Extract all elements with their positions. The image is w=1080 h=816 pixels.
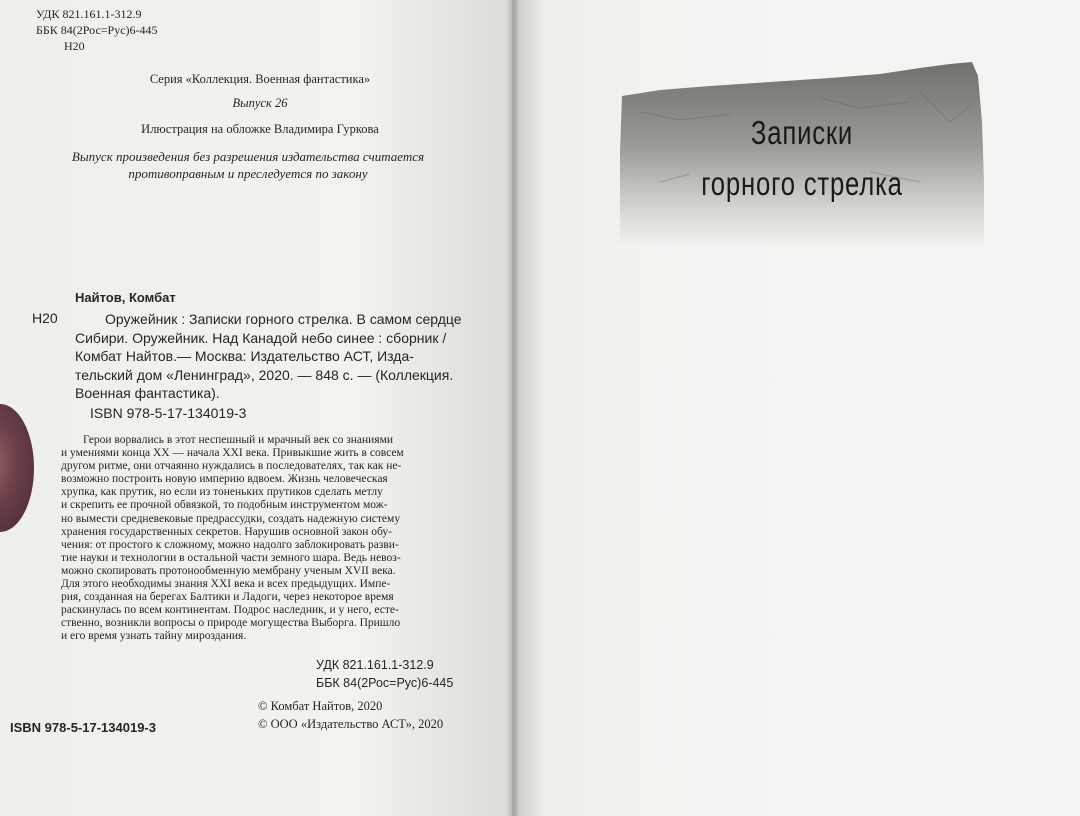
udk-code: УДК 821.161.1-312.9	[36, 7, 142, 21]
isbn: ISBN 978-5-17-134019-3	[90, 405, 247, 421]
left-page-imprint	[0, 0, 512, 816]
biblio-line: тельский дом «Ленинград», 2020. — 848 с. — (Коллекция.	[75, 366, 454, 383]
copyright-line: © Комбат Найтов, 2020	[258, 699, 383, 713]
author-mark: Н20	[64, 39, 85, 53]
finger-photo-artifact	[0, 404, 34, 532]
biblio-line: Комбат Найтов.— Москва: Издательство АСТ, Изда-	[75, 348, 414, 364]
right-page-title	[512, 0, 1080, 816]
annotation-line: и его время узнать тайну мироздания.	[61, 630, 247, 643]
annotation-line: раскинулась по всем континентам. Подрос наследник, и у него, есте-	[61, 604, 399, 617]
grunge-texture	[620, 62, 984, 248]
udk-code: УДК 821.161.1-312.9	[316, 658, 434, 672]
book-title-line: Записки	[750, 114, 854, 151]
illustration-credit: Илюстрация на обложке Владимира Гуркова	[141, 122, 379, 136]
warning-line: противоправным и преследуется по закону	[128, 166, 368, 181]
annotation	[61, 434, 471, 644]
annotation-line: и умениями конца XX — начала XXI века. Привыкшие жить в совсем	[61, 447, 404, 460]
annotation-line: но вымести средневековые предрассудки, создать надежную систему	[61, 512, 401, 525]
annotation-line: и скрепить ее прочной обвязкой, то подобным инструментом мож-	[61, 499, 388, 512]
isbn-bold: ISBN 978-5-17-134019-3	[10, 720, 156, 735]
warning-line: Выпуск произведения без разрешения издательства считается	[71, 149, 425, 164]
copyright-line: © ООО «Издательство АСТ», 2020	[258, 717, 444, 731]
title-plate	[620, 62, 984, 248]
annotation-line: рия, созданная на берегах Балтики и Ладоги, через некоторое время	[61, 591, 394, 604]
annotation-line: другом ритме, они отчаянно нуждались в последователях, так как не-	[61, 460, 402, 473]
bibliographic-record	[75, 310, 467, 403]
cutter-mark: Н20	[32, 310, 58, 326]
annotation-line: ственно, возникли вопросы о природе могущества Выборга. Пришло	[61, 617, 401, 630]
classification-codes-top	[36, 6, 158, 54]
annotation-line: можно скопировать протонообменную мембрану ученым XVII века.	[61, 564, 396, 577]
author-heading: Найтов, Комбат	[75, 290, 176, 305]
copyright-warning	[38, 148, 458, 182]
annotation-line: возможно построить новую империю вдвоем. Жизнь человеческая	[61, 473, 388, 486]
biblio-line: Оружейник : Записки горного стрелка. В самом сердце	[105, 311, 462, 327]
bbk-code: ББК 84(2Рос=Рус)6-445	[36, 23, 158, 37]
issue-number: Выпуск 26	[232, 96, 288, 110]
classification-codes-bottom	[316, 656, 453, 692]
annotation-line: чения: от простого к сложному, можно надолго заблокировать разви-	[61, 538, 399, 551]
annotation-line: Для этого необходимы знания XXI века и всех предыдущих. Импе-	[61, 578, 391, 591]
biblio-line: Военная фантастика).	[75, 385, 220, 401]
book-title-line: горного стрелка	[701, 165, 903, 202]
annotation-line: тие науки и технологии в остальной части земного шара. Ведь невоз-	[61, 551, 401, 564]
biblio-line: Сибири. Оружейник. Над Канадой небо синее : сборник /	[75, 329, 447, 346]
series-line: Серия «Коллекция. Военная фантастика»	[149, 72, 371, 86]
annotation-line: хрупка, как прутик, но если из тоненьких прутиков сделать метлу	[61, 486, 383, 499]
annotation-line: Герои ворвались в этот неспешный и мрачный век со знаниями	[83, 434, 394, 446]
copyright-notice	[258, 697, 443, 733]
bbk-code: ББК 84(2Рос=Рус)6-445	[316, 676, 454, 690]
annotation-line: хранения государственных секретов. Нарушив основной закон обу-	[61, 525, 392, 538]
book-gutter	[506, 0, 520, 816]
